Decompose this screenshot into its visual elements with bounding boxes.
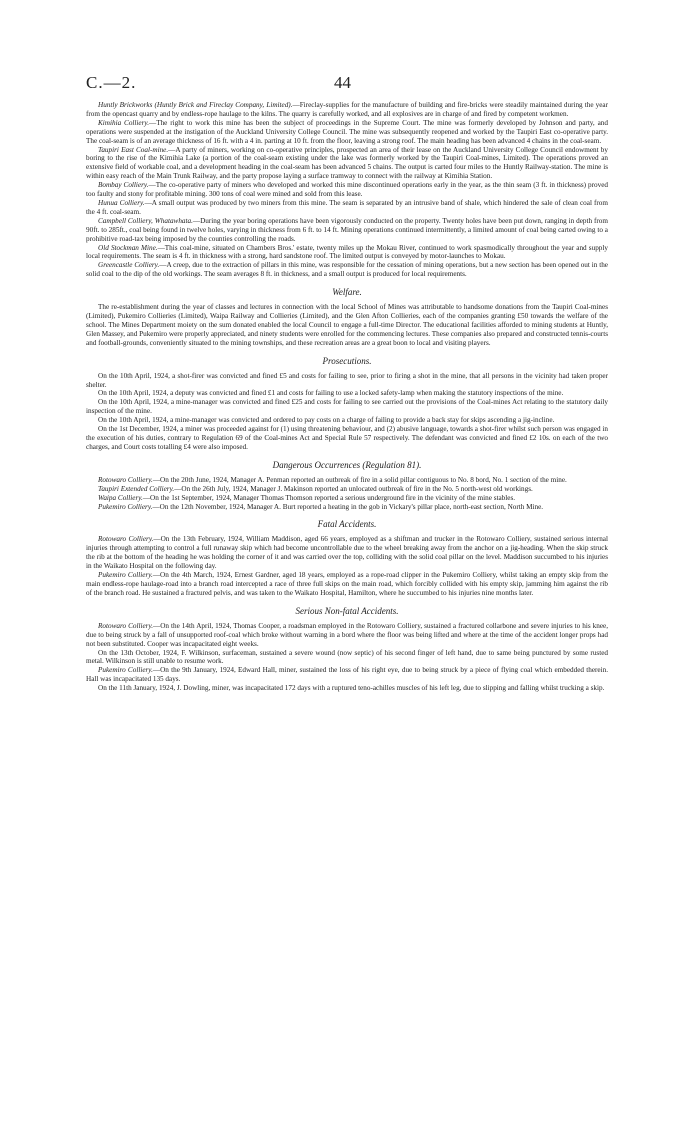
paragraph-heading: Pukemiro Colliery. [98,571,153,580]
paragraph-text: —On the 4th March, 1924, Ernest Gardner, aged 18 years, employed as a rope-road clipper in the Pukemiro Colliery, whilst taking an empty skip from the main endless-rope haulage-road into a branch road intercepted a race of three full skips on the main road, which forcibly collided with his empty skip, jamming him against the rib of the branch road. He sustained a fractured pelvis, and was taken to the Waikato Hospital, Hamilton, where he succumbed to his injuries nine months later. [86,571,608,597]
paragraph-heading: Hunua Colliery. [98,198,145,207]
paragraph-text: On the 10th April, 1924, a deputy was convicted and fined £1 and costs for failing to use a locked safety-lamp when making the statutory inspections of the mine. [98,389,564,398]
paragraph-text: —The right to work this mine has been the subject of proceedings in the Supreme Court. The mine was formerly developed by Johnson and party, and operations were suspended at the instigation of the Auckland University College Council. The mine was subsequently reopened and worked by the Taupiri East co-operative party. The coal-seam is of an average thickness of 16 ft. with a 4 in. parting at 10 ft. from the floor, leaving a strong roof. The main heading has been advanced 4 chains in the coal-seam. [86,118,608,145]
paragraph [86,146,608,182]
paragraph-heading: Taupiri East Coal-mine. [98,145,169,154]
section [86,460,608,512]
section-title: Serious Non-fatal Accidents. [295,605,399,616]
paragraph-heading: Bombay Colliery. [98,181,149,190]
paragraph-text: —On the 26th July, 1924, Manager J. Makinson reported an unlocated outbreak of fire in the No. 5 north-west old workings. [174,484,533,493]
paragraph-text: —On the 13th February, 1924, William Maddison, aged 66 years, employed as a shiftman and trucker in the Rotowaro Colliery, sustained serious internal injuries through attempting to control a full runaway skip which had become uncontrollable due to the wheel breaking away from the anchor on a jig-heading. When the skip struck the rib at the bottom of the heading he was holding the corner of it and was carried over the top, colliding with the solid coal pillar on the level. Maddison succumbed to his injuries in the Waikato Hospital on the following day. [86,535,608,571]
paragraph-heading: Rotowaro Colliery. [98,621,154,630]
document-body [86,101,608,693]
paragraph-heading: Greencastle Colliery. [98,261,160,270]
paragraph-text: —On the 14th April, 1924, Thomas Cooper, a roadsman employed in the Rotowaro Colliery, sustained a fractured collarbone and severe injuries to his knee, due to being struck by a fall of unsupported roof-coal which broke without warning in a bord where the floor was being lifted and where at the time of the accident longer props had not been substituted. Cooper was incapacitated eight weeks. [86,621,608,648]
section [86,519,608,597]
paragraph-heading: Taupiri Extended Colliery. [98,484,175,493]
paragraph-text: —On the 9th January, 1924, Edward Hall, miner, sustained the loss of his right eye, due to being struck by a piece of flying coal which embedded therein. Hall was incapacitated 135 days. [86,666,609,684]
paragraph-text: —On the 12th November, 1924, Manager A. Burt reported a heating in the gob in Vickary's pillar place, north-east section, North Mine. [152,502,544,511]
paragraph-text: —A creep, due to the extraction of pillars in this mine, was responsible for the cessation of mining operations, but a new section has been opened out in the solid coal to the dip of the old workings. The seam averages 8 ft. in thickness, and a small output is produced for local requirements. [86,261,608,279]
paragraph [86,535,608,571]
paragraph-text: On the 1st December, 1924, a miner was proceeded against for (1) using threatening behaviour, and (2) abusive language, towards a shot-firer whilst such person was engaged in the execution of his duties, contrary to Regulation 69 of the Coal-mines Act and Special Rule 57 respectively. The defendant was convicted and fined £2 10s. on each of the two charges, and Court costs totalling £4 were also imposed. [86,425,608,451]
paragraph [86,101,608,119]
paragraph [86,649,608,667]
paragraph-heading: Rotowaro Colliery. [98,475,153,484]
paragraph [86,398,608,416]
paragraph [86,485,608,494]
paragraph-heading: Pukemiro Colliery. [98,666,153,675]
paragraph-text: —This coal-mine, situated on Chambers Bros.' estate, twenty miles up the Mokau River, continued to work spasmodically throughout the year and supply local requirements. The seam is 4 ft. in thickness with a strong, hard sandstone roof. The limited output is conveyed by motor-launches to Mokau. [86,243,608,261]
paragraph [86,181,608,199]
paragraph-text: —The co-operative party of miners who developed and worked this mine discontinued operations early in the year, as the thin seam (3 ft. in thickness) proved too faulty and stony for profitable mining. 300 tons of coal were mined and sold from this lease. [86,181,608,199]
paragraph [86,261,608,279]
paragraph-heading: Huntly Brickworks (Huntly Brick and Fireclay Company, Limited). [98,101,293,109]
paragraph [86,684,608,693]
paragraph [86,389,608,398]
section-title: Welfare. [332,287,362,298]
paragraph-heading: Waipa Colliery. [98,493,143,502]
paragraph [86,217,608,244]
paragraph [86,372,608,390]
paragraph-text: On the 10th April, 1924, a mine-manager was convicted and ordered to pay costs on a charge of failing to provide a back stay for skips ascending a jig-incline. [98,416,555,425]
paragraph [86,425,608,452]
paragraph-text: —During the year boring operations have been vigorously conducted on the property. Twenty holes have been put down, ranging in depth from 90ft. to 285ft., coal being found in twelve holes, varying in thickness from 6 ft. to 14 ft. Mining operations continued intermittently, a limited amount of coal being carted owing to a prohibitive road-tax being imposed by the counties controlling the roads. [86,216,608,243]
section-title: Fatal Accidents. [317,519,377,530]
paragraph [86,119,608,146]
paragraph-text: —On the 20th June, 1924, Manager A. Penman reported an outbreak of fire in a solid pillar contiguous to No. 8 bord, No. 1 section of the mine. [152,475,567,484]
section [86,356,608,452]
paragraph [86,503,608,512]
paragraph-heading: Kimihia Colliery. [98,118,149,127]
paragraph-heading: Old Stockman Mine. [98,243,158,252]
section [86,606,608,693]
paragraph [86,622,608,649]
paragraph [86,416,608,425]
paragraph-text: On the 10th April, 1924, a shot-firer was convicted and fined £5 and costs for failing to see, prior to firing a shot in the mine, that all persons in the vicinity had taken proper shelter. [86,371,608,389]
section-title: Prosecutions. [322,355,372,366]
paragraph-text: —A party of miners, working on co-operative principles, prospected an area of their lease on the Auckland University College Council endowment by boring to the rise of the Kimihia Lake (a portion of the coal-seam existing under the lake was formerly worked by the Taupiri Coal-mines, Limited). The operations proved an extensive field of workable coal, and a development heading in the coal-seam has been advanced 5 chains. The output is carted four miles to the Huntly Railway-station. The mine is within easy reach of the Main Trunk Railway, and the party propose laying a surface tramway to connect with the railway at Kimihia Station. [86,145,608,181]
paragraph [86,244,608,262]
paragraph [86,199,608,217]
paragraph-text: On the 11th January, 1924, J. Dowling, miner, was incapacitated 172 days with a ruptured teno-achilles muscles of his left leg, due to slipping and falling whilst trucking a skip. [98,684,605,693]
paragraph-text: On the 10th April, 1924, a mine-manager was convicted and fined £25 and costs for failing to see carried out the provisions of the Coal-mines Act relating to the statutory daily inspection of the mine. [86,398,608,416]
series-reference: C.—2. [86,73,137,92]
paragraph [86,571,608,598]
page-number: 44 [334,73,351,92]
section [86,287,608,348]
paragraph-text: On the 13th October, 1924, F. Wilkinson, surfaceman, sustained a severe wound (now septic) of his second finger of left hand, due to same being punctured by some rusted metal. Wilkinson is still unable to resume work. [86,648,608,666]
paragraph-heading: Rotowaro Colliery. [98,535,154,544]
paragraph-text: —Fireclay-supplies for the manufacture of building and fire-bricks were steadily maintained during the year from the opencast quarry and by endless-rope haulage to the kilns. The quarry is carefully worked, and all explosives are in charge of and fired by competent workmen. [86,101,609,118]
paragraph-text: —On the 1st September, 1924, Manager Thomas Thomson reported a serious underground fire in the vicinity of the mine stables. [142,493,516,502]
paragraph-heading: Campbell Colliery, Whatawhata. [98,216,193,225]
paragraph [86,303,608,348]
paragraph [86,476,608,485]
paragraph-text: —A small output was produced by two miners from this mine. The seam is separated by an intrusive band of shale, which hindered the sale of clean coal from the 4 ft. coal-seam. [86,198,608,216]
paragraph-text: The re-establishment during the year of classes and lectures in connection with the local School of Mines was attributable to handsome donations from the Taupiri Coal-mines (Limited), Pukemiro Collieries (Limited), Waipa Railway and Collieries (Limited), and the Glen Afton Collieries, each of the companies granting £50 towards the welfare of the school. The Mines Department moiety on the sum donated enabled the local Council to engage a full-time Director. The educational facilities afforded to mining students at Huntly, Glen Massey, and Pukemiro were properly appreciated, and ninety students were enrolled for the commencing lectures. These companies also prepared and constructed tennis-courts and football-grounds, conveniently situated to the mining townships, and these recreation areas are a great boon to local and visiting players. [86,303,608,347]
paragraph-heading: Pukemiro Colliery. [98,502,153,511]
paragraph [86,494,608,503]
section-title: Dangerous Occurrences (Regulation 81). [272,459,422,470]
paragraph [86,666,608,684]
section [86,101,608,279]
